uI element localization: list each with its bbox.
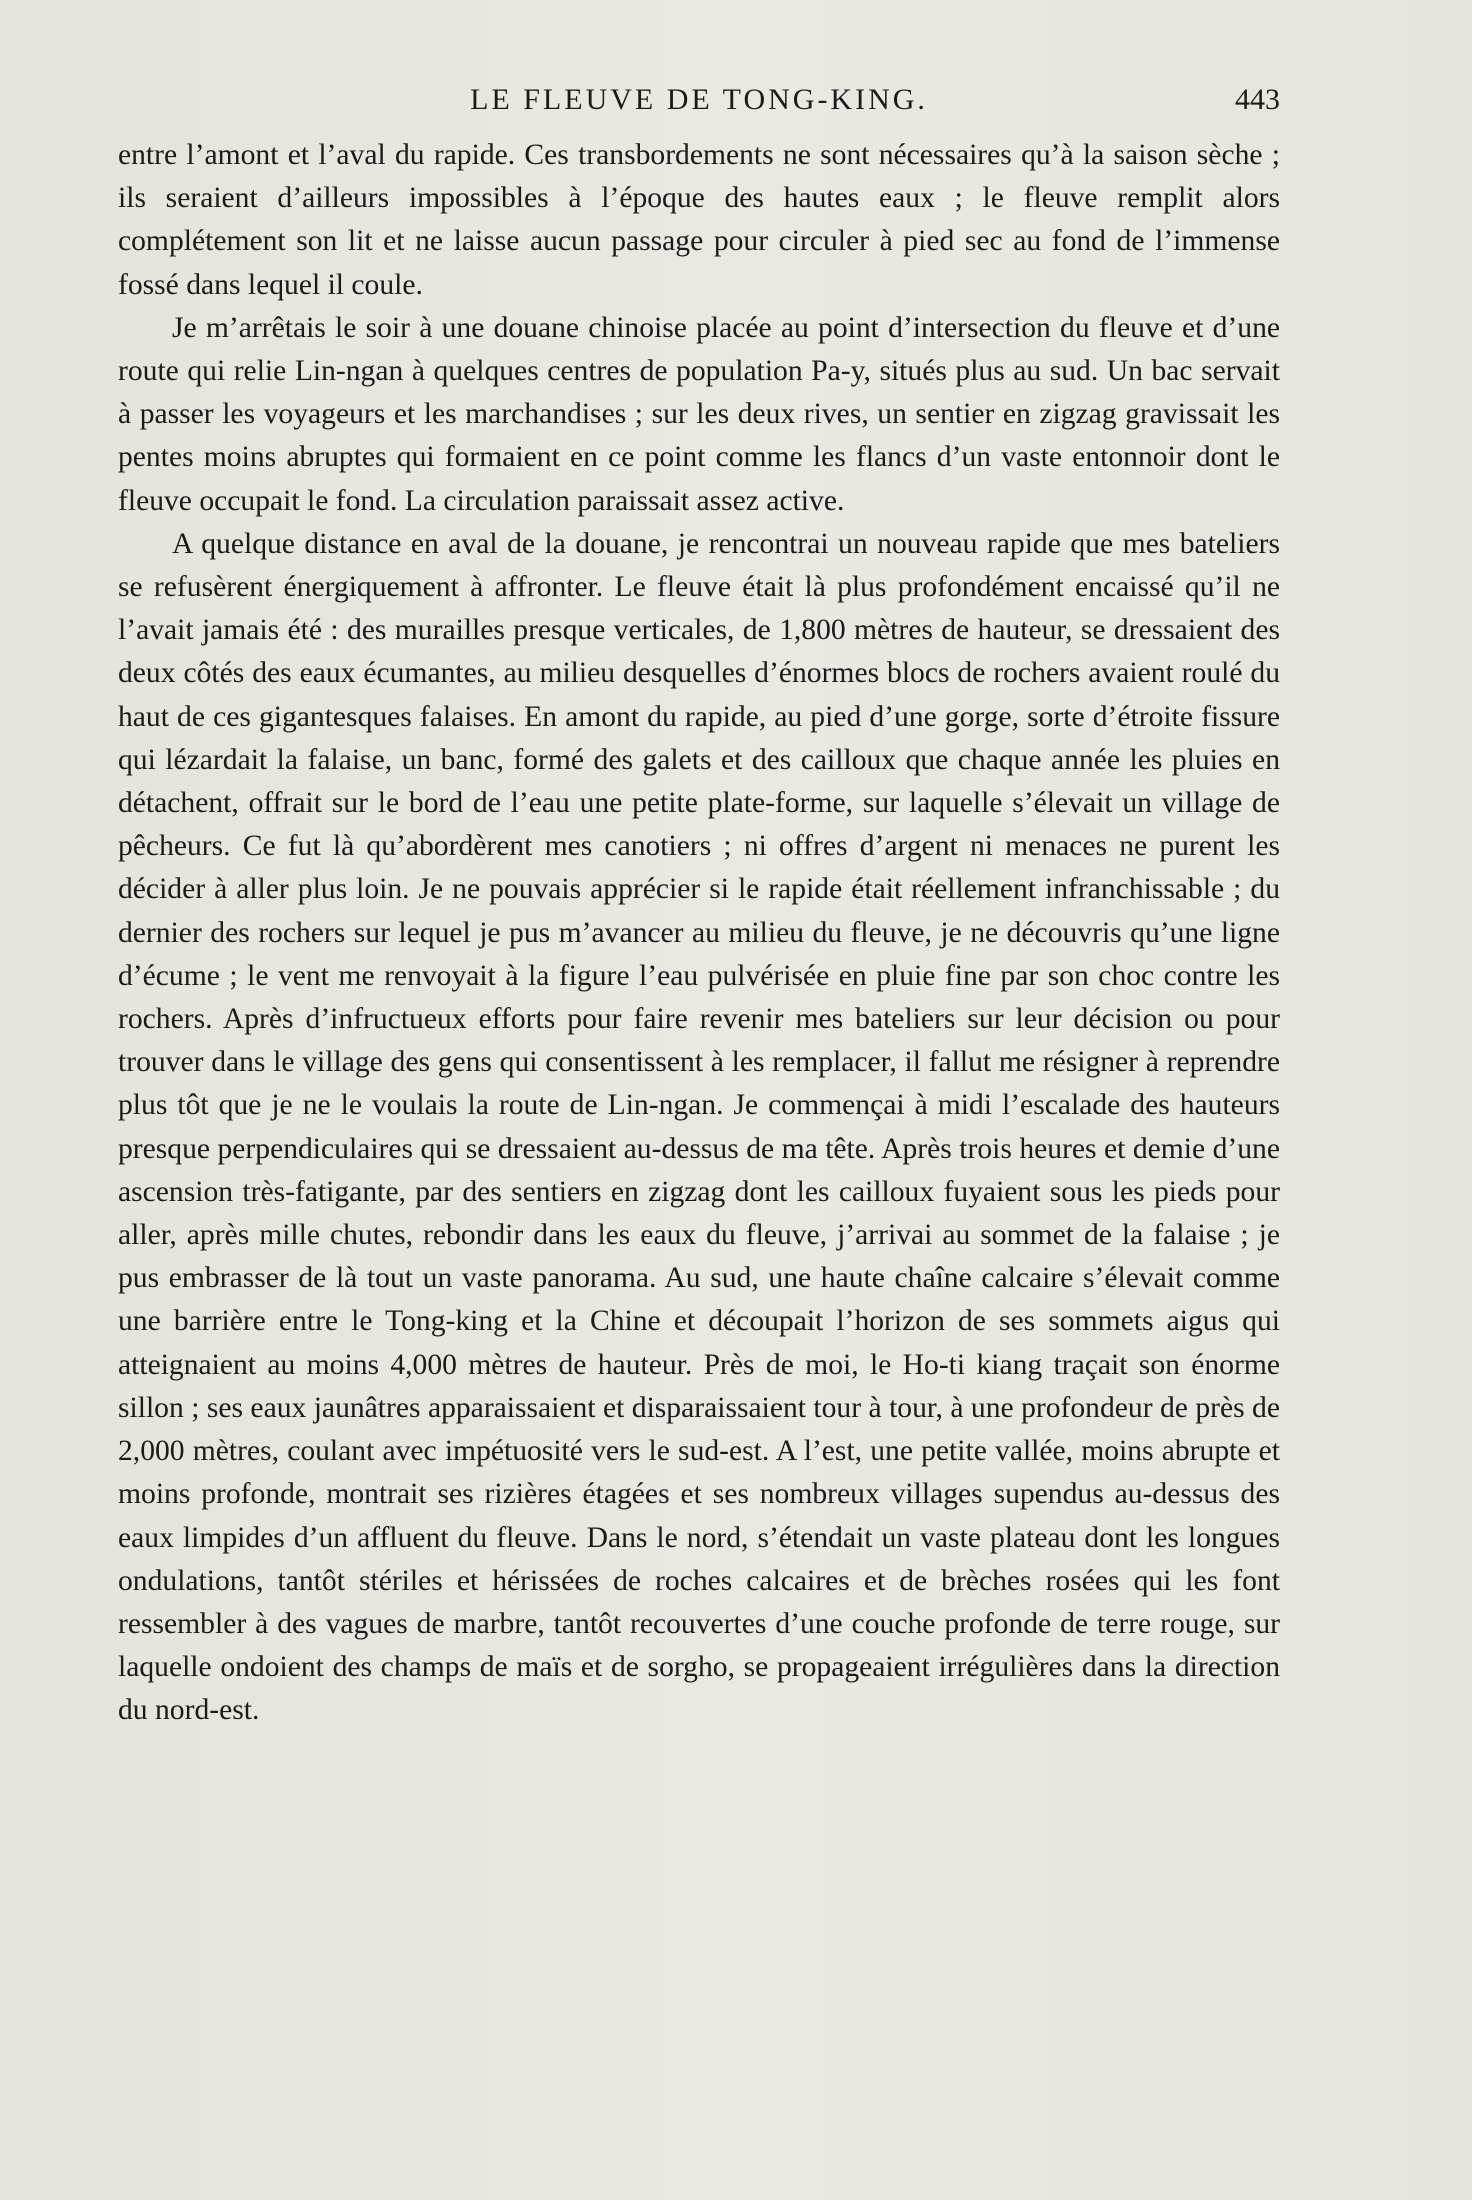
paragraph-douane: Je m’arrêtais le soir à une douane chinoise placée au point d’intersection du fleuve et d’une route qui relie Lin-ngan à quelques centres de population Pa-y, situés plus au sud. Un bac servait à passer les voyageurs et les marchandises ; sur les deux rives, un sentier en zigzag gravissait les pentes moins abruptes qui formaient en ce point comme les flancs d’un vaste entonnoir dont le fleuve occupait le fond. La circulation paraissait assez active. bbox=[118, 311, 1280, 517]
paragraph-rapide: A quelque distance en aval de la douane, je rencontrai un nouveau rapide que mes bateliers se refusèrent énergiquement à affronter. Le fleuve était là plus profondément encaissé qu’il ne l’avait jamais été : des murailles presque verticales, de 1,800 mètres de hauteur, se dressaient des deux côtés des eaux écumantes, au milieu desquelles d’énormes blocs de rochers avaient roulé du haut de ces gigantesques falaises. En amont du rapide, au pied d’une gorge, sorte d’étroite fissure qui lézardait la falaise, un banc, formé des galets et des cailloux que chaque année les pluies en détachent, offrait sur le bord de l’eau une petite plate-forme, sur laquelle s’élevait un village de pêcheurs. Ce fut là qu’abordèrent mes canotiers ; ni offres d’argent ni menaces ne purent les décider à aller plus loin. Je ne pouvais apprécier si le rapide était réellement infranchissable ; du dernier des rochers sur lequel je pus m’avancer au milieu du fleuve, je ne découvris qu’une ligne d’écume ; le vent me renvoyait à la figure l’eau pulvérisée en pluie fine par son choc contre les rochers. Après d’infructueux efforts pour faire revenir mes bateliers sur leur décision ou pour trouver dans le village des gens qui consentissent à les remplacer, il fallut me résigner à reprendre plus tôt que je ne le voulais la route de Lin-ngan. Je commençai à midi l’escalade des hauteurs presque perpendiculaires qui se dressaient au-dessus de ma tête. Après trois heures et demie d’une ascension très-fatigante, par des sentiers en zigzag dont les cailloux fuyaient sous les pieds pour aller, après mille chutes, rebondir dans les eaux du fleuve, j’arrivai au sommet de la falaise ; je pus embrasser de là tout un vaste panorama. Au sud, une haute chaîne calcaire s’élevait comme une barrière entre le Tong-king et la Chine et découpait l’horizon de ses sommets aigus qui atteignaient au moins 4,000 mètres de hauteur. Près de moi, le Ho-ti kiang traçait son énorme sillon ; ses eaux jaunâtres apparaissaient et disparaissaient tour à tour, à une profondeur de près de 2,000 mètres, coulant avec impétuosité vers le sud-est. A l’est, une petite vallée, moins abrupte et moins profonde, montrait ses rizières étagées et ses nombreux villages supendus au-dessus des eaux limpides d’un affluent du fleuve. Dans le nord, s’étendait un vaste plateau dont les longues ondulations, tantôt stériles et hérissées de roches calcaires et de brèches rosées qui les font ressembler à des vagues de marbre, tantôt recouvertes d’une couche profonde de terre rouge, sur laquelle ondoient des champs de maïs et de sorgho, se propageaient irrégulières dans la direction du nord-est. bbox=[118, 527, 1280, 1727]
body-text bbox=[118, 134, 1280, 1733]
running-title: LE FLEUVE DE TONG-KING. bbox=[470, 83, 928, 116]
paragraph-continued: entre l’amont et l’aval du rapide. Ces transbordements ne sont nécessaires qu’à la saison sèche ; ils seraient d’ailleurs impossibles à l’époque des hautes eaux ; le fleuve remplit alors complétement son lit et ne laisse aucun passage pour circuler à pied sec au fond de l’immense fossé dans lequel il coule. bbox=[118, 139, 1280, 301]
page-number: 443 bbox=[1235, 83, 1280, 116]
running-head bbox=[118, 78, 1280, 128]
